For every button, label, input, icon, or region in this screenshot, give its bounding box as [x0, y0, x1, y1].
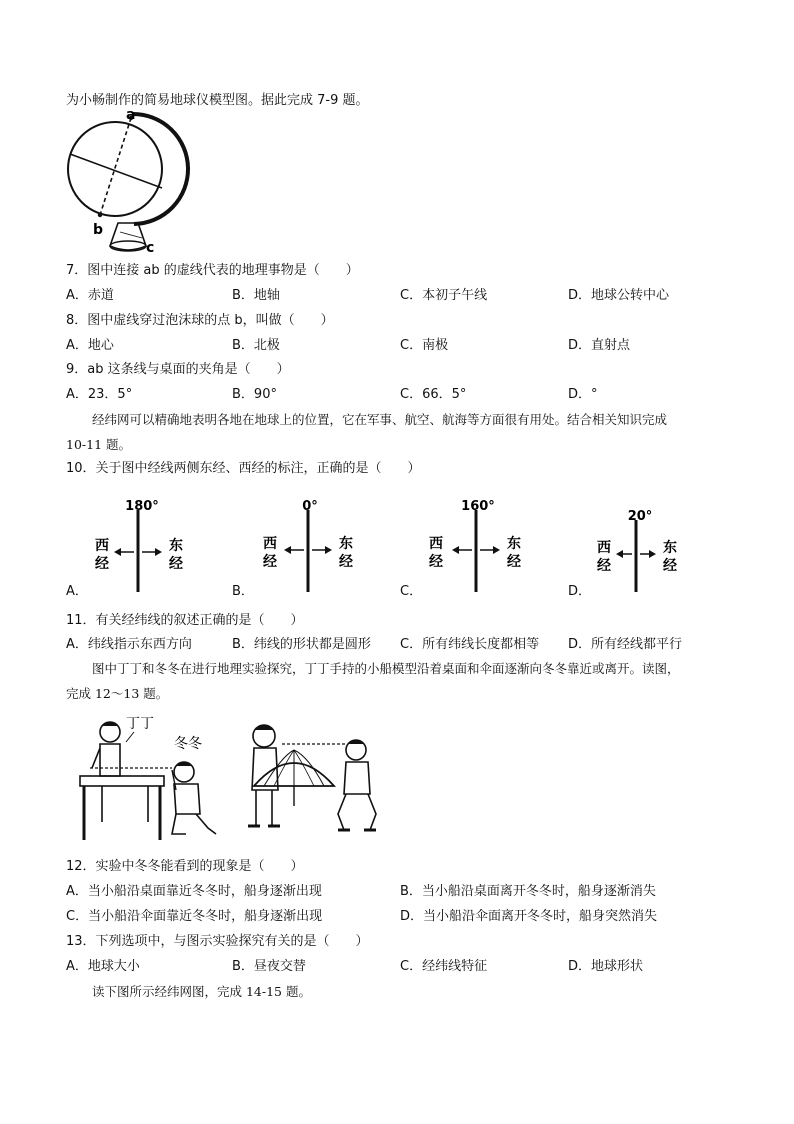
q13-option-d[interactable]: D．地球形状 — [568, 959, 644, 974]
q10-stem: 10．关于图中经线两侧东经、西经的标注，正确的是（ ） — [66, 461, 421, 476]
q8-option-d[interactable]: D．直射点 — [568, 338, 631, 353]
intro-text-7-9: 为小畅制作的简易地球仪模型图。据此完成 7-9 题。 — [66, 93, 369, 108]
meridian-figure-c — [420, 496, 530, 596]
q9-option-c[interactable]: C．66．5° — [400, 387, 467, 402]
q11-option-a[interactable]: A．纬线指示东西方向 — [66, 637, 192, 652]
q9-option-a[interactable]: A．23．5° — [66, 387, 133, 402]
q8-option-a[interactable]: A．地心 — [66, 338, 114, 353]
label-c: c — [146, 240, 155, 256]
q7-option-b[interactable]: B．地轴 — [232, 288, 280, 303]
jing-char-c-right: 经 — [507, 554, 521, 570]
boat-experiment-figure — [76, 710, 386, 845]
label-b: b — [93, 222, 104, 238]
label-a: a — [126, 108, 136, 123]
east-char-c: 东 — [507, 536, 521, 552]
jing-char-b-right: 经 — [339, 554, 353, 570]
q7-option-c[interactable]: C．本初子午线 — [400, 288, 488, 303]
meridian-figure-a — [84, 496, 194, 596]
intro-text-12-13-line1: 图中丁丁和冬冬在进行地理实验探究，丁丁手持的小船模型沿着桌面和伞面逐渐向冬冬靠近或离开。读图， — [92, 661, 680, 676]
q10-option-b[interactable]: B． — [232, 584, 254, 599]
q7-option-d[interactable]: D．地球公转中心 — [568, 288, 670, 303]
globe-base — [110, 223, 146, 250]
east-char-b: 东 — [339, 536, 353, 552]
jing-char-a-left: 经 — [95, 556, 109, 572]
east-char-d: 东 — [663, 540, 677, 556]
equator-line — [70, 154, 162, 188]
jing-char-a-right: 经 — [169, 556, 183, 572]
meridian-figure-d — [590, 506, 700, 596]
q9-stem: 9．ab 这条线与桌面的夹角是（ ） — [66, 362, 290, 377]
q12-option-b[interactable]: B．当小船沿桌面离开冬冬时，船身逐渐消失 — [400, 884, 656, 899]
intro-text-10-11-line1: 经纬网可以精确地表明各地在地球上的位置，它在军事、航空、航海等方面很有用处。结合相关知识完成 — [92, 412, 668, 427]
jing-char-d-left: 经 — [597, 558, 611, 574]
q9-option-b[interactable]: B．90° — [232, 387, 277, 402]
q12-option-a[interactable]: A．当小船沿桌面靠近冬冬时，船身逐渐出现 — [66, 884, 322, 899]
meridian-figure-b — [252, 496, 362, 596]
q8-option-c[interactable]: C．南极 — [400, 338, 449, 353]
q8-stem: 8．图中虚线穿过泡沫球的点 b，叫做（ ） — [66, 313, 334, 328]
jing-char-d-right: 经 — [663, 558, 677, 574]
table-top — [80, 776, 164, 786]
q12-option-d[interactable]: D．当小船沿伞面离开冬冬时，船身突然消失 — [400, 909, 658, 924]
q8-option-b[interactable]: B．北极 — [232, 338, 280, 353]
q11-option-c[interactable]: C．所有纬线长度都相等 — [400, 637, 540, 652]
q13-option-b[interactable]: B．昼夜交替 — [232, 959, 306, 974]
q11-option-b[interactable]: B．纬线的形状都是圆形 — [232, 637, 371, 652]
q13-stem: 13．下列选项中，与图示实验探究有关的是（ ） — [66, 934, 369, 949]
meridian-degree-b: 0° — [302, 499, 318, 514]
q10-option-a[interactable]: A． — [66, 584, 88, 599]
intro-text-10-11-line2: 10-11 题。 — [66, 437, 132, 452]
intro-text-14-15: 读下图所示经纬网图，完成 14-15 题。 — [92, 984, 311, 999]
q11-option-d[interactable]: D．所有经线都平行 — [568, 637, 683, 652]
q13-option-a[interactable]: A．地球大小 — [66, 959, 140, 974]
west-char-b: 西 — [263, 536, 277, 552]
globe-model-figure — [62, 108, 192, 258]
jing-char-b-left: 经 — [263, 554, 277, 570]
q13-option-c[interactable]: C．经纬线特征 — [400, 959, 488, 974]
meridian-degree-c: 160° — [461, 499, 495, 514]
west-char-d: 西 — [597, 540, 611, 556]
intro-text-12-13-line2: 完成 12～13 题。 — [66, 686, 169, 701]
west-char-c: 西 — [429, 536, 443, 552]
west-char-a: 西 — [95, 538, 109, 554]
east-char-a: 东 — [169, 538, 183, 554]
meridian-degree-a: 180° — [125, 499, 159, 514]
name-dingding: 丁丁 — [126, 716, 154, 732]
q11-stem: 11．有关经纬线的叙述正确的是（ ） — [66, 613, 304, 628]
q9-option-d[interactable]: D．° — [568, 387, 598, 402]
q12-stem: 12．实验中冬冬能看到的现象是（ ） — [66, 859, 304, 874]
globe-ball — [68, 122, 162, 216]
jing-char-c-left: 经 — [429, 554, 443, 570]
q10-option-d[interactable]: D． — [568, 584, 592, 599]
q10-option-c[interactable]: C． — [400, 584, 423, 599]
q7-option-a[interactable]: A．赤道 — [66, 288, 114, 303]
q12-option-c[interactable]: C．当小船沿伞面靠近冬冬时，船身逐渐出现 — [66, 909, 323, 924]
meridian-degree-d: 20° — [627, 509, 653, 524]
name-dongdong: 冬冬 — [174, 736, 202, 752]
q7-stem: 7．图中连接 ab 的虚线代表的地理事物是（ ） — [66, 263, 359, 278]
